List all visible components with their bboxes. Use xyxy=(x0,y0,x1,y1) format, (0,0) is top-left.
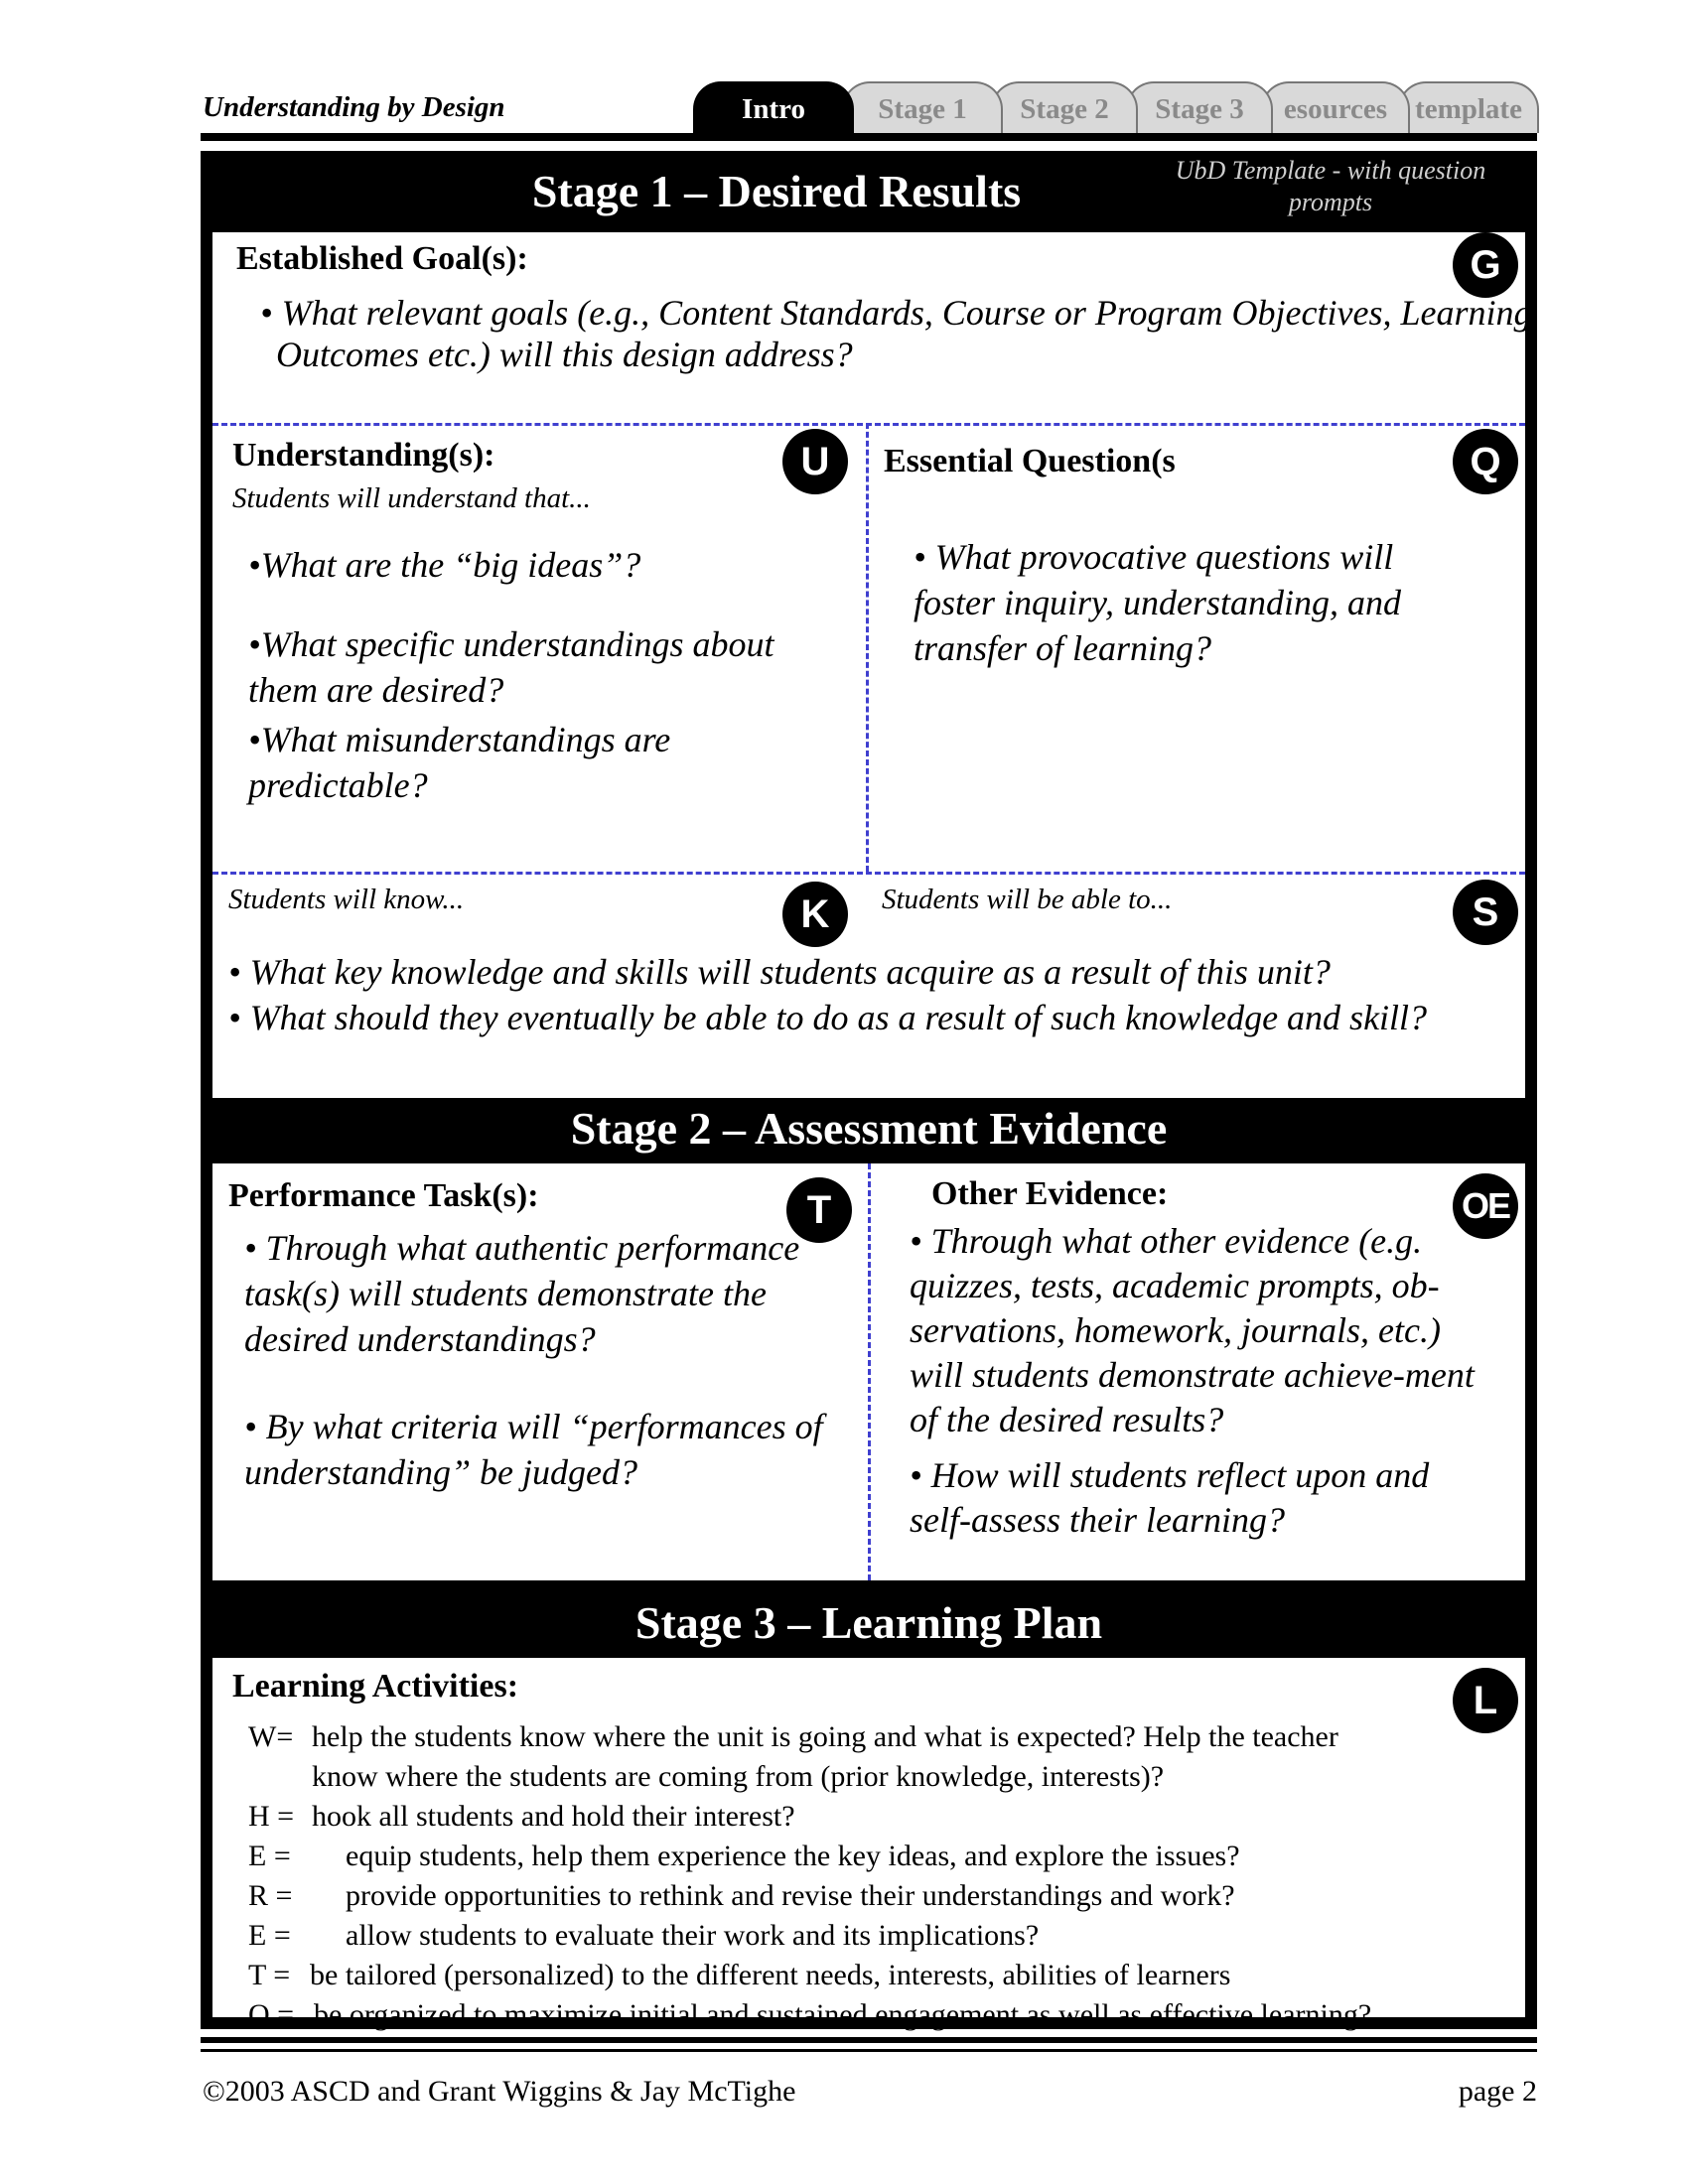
ks-bullet-2: • What should they eventually be able to do as a result of such knowledge and skill? xyxy=(228,998,1428,1037)
list-item xyxy=(248,1757,1499,1797)
list-item xyxy=(248,1876,1499,1916)
divider-goals xyxy=(212,423,1525,426)
whereto-text: be organized to maximize initial and sustained engagement as well as effective learning? xyxy=(314,1998,1372,2031)
whereto-text: know where the students are coming from (prior knowledge, interests)? xyxy=(312,1760,1165,1793)
list-item xyxy=(248,1837,1499,1876)
whereto-letter: R = xyxy=(248,1879,293,1912)
other-evidence-bullet-2: • How will students reflect upon and self-assess their learning? xyxy=(910,1455,1430,1540)
goals-badge: G xyxy=(1453,232,1518,298)
understandings-badge: U xyxy=(782,429,848,494)
stage-3-title: Stage 3 – Learning Plan xyxy=(634,1597,1103,1648)
stage-1-title: Stage 1 – Desired Results xyxy=(531,166,1022,216)
whereto-letter: H = xyxy=(248,1800,295,1833)
learning-activities-heading: Learning Activities: xyxy=(232,1668,519,1705)
tab-bar xyxy=(693,81,1539,133)
whereto-text: hook all students and hold their interest? xyxy=(312,1800,795,1833)
knowledge-intro: Students will know... xyxy=(228,884,465,915)
header-divider xyxy=(201,133,1537,141)
tab-stage-1[interactable]: Stage 1 xyxy=(842,81,1003,133)
understandings-bullet-2: •What specific understandings about them are desired? xyxy=(248,624,774,710)
performance-heading: Performance Task(s): xyxy=(228,1177,539,1214)
understandings-bullet-1: •What are the “big ideas”? xyxy=(248,545,641,585)
page-number: page 2 xyxy=(1458,2075,1537,2108)
whereto-letter: O = xyxy=(248,1998,295,2031)
other-evidence-heading: Other Evidence: xyxy=(931,1175,1169,1212)
whereto-text: help the students know where the unit is going and what is expected? Help the teacher xyxy=(312,1720,1338,1753)
tab-stage-3[interactable]: Stage 3 xyxy=(1126,81,1273,133)
whereto-text: allow students to evaluate their work and its implications? xyxy=(346,1919,1040,1952)
stage-1-panel xyxy=(212,232,1532,1098)
goals-prompt-line2: Outcomes etc.) will this design address? xyxy=(276,335,853,374)
questions-bullet: • What provocative questions will foster inquiry, understanding, and transfer of learning? xyxy=(914,537,1402,668)
list-item xyxy=(248,1717,1499,1757)
goals-prompt-line1: • What relevant goals (e.g., Content Standards, Course or Program Objectives, Learning xyxy=(260,293,1532,333)
footer-divider-thin xyxy=(201,2049,1537,2052)
divider-u-q xyxy=(866,423,869,872)
divider-ks xyxy=(212,872,1525,875)
questions-heading: Essential Question(s xyxy=(884,443,1176,479)
whereto-letter: T = xyxy=(248,1959,291,1991)
learning-badge: L xyxy=(1453,1668,1518,1733)
divider-t-oe xyxy=(868,1163,871,1580)
list-item xyxy=(248,1956,1499,1995)
tab-resources[interactable]: esources xyxy=(1261,81,1410,133)
copyright-text: ©2003 ASCD and Grant Wiggins & Jay McTighe xyxy=(203,2075,796,2108)
whereto-text: equip students, help them experience the key ideas, and explore the issues? xyxy=(346,1840,1240,1872)
goals-heading: Established Goal(s): xyxy=(236,240,528,277)
list-item xyxy=(248,1916,1499,1956)
understandings-bullet-3: •What misunderstandings are predictable? xyxy=(248,720,671,805)
stage-2-title: Stage 2 – Assessment Evidence xyxy=(570,1103,1168,1154)
whereto-list xyxy=(248,1717,1499,2035)
template-subtitle: UbD Template - with question prompts xyxy=(1175,156,1486,216)
list-item xyxy=(248,1797,1499,1837)
other-evidence-badge: OE xyxy=(1453,1173,1518,1239)
tab-intro[interactable]: Intro xyxy=(693,81,854,133)
understandings-intro: Students will understand that... xyxy=(232,482,591,514)
skills-badge: S xyxy=(1453,880,1518,945)
knowledge-badge: K xyxy=(782,882,848,947)
whereto-text: provide opportunities to rethink and revise their understandings and work? xyxy=(346,1879,1235,1912)
understandings-heading: Understanding(s): xyxy=(232,437,495,474)
whereto-letter: E = xyxy=(248,1840,291,1872)
skills-intro: Students will be able to... xyxy=(882,884,1173,915)
whereto-text: be tailored (personalized) to the different needs, interests, abilities of learners xyxy=(310,1959,1231,1991)
stage-2-panel xyxy=(212,1163,1525,1580)
list-item xyxy=(248,1995,1499,2035)
tab-stage-2[interactable]: Stage 2 xyxy=(991,81,1138,133)
whereto-letter: E = xyxy=(248,1919,291,1952)
ks-bullet-1: • What key knowledge and skills will students acquire as a result of this unit? xyxy=(228,952,1331,992)
performance-bullet-1: • Through what authentic performance task(s) will students demonstrate the desired understandings? xyxy=(244,1228,800,1359)
other-evidence-bullet-1: • Through what other evidence (e.g. quizzes, tests, academic prompts, ob-servations, homework, journals, etc.) will students demonstrate achieve-ment of the desired results? xyxy=(910,1221,1475,1439)
tab-template[interactable]: template xyxy=(1398,81,1539,133)
whereto-letter: W= xyxy=(248,1720,294,1753)
document-title: Understanding by Design xyxy=(203,91,505,123)
questions-badge: Q xyxy=(1453,429,1518,494)
performance-bullet-2: • By what criteria will “performances of understanding” be judged? xyxy=(244,1407,823,1492)
footer-divider-thick xyxy=(201,2037,1537,2043)
performance-badge: T xyxy=(786,1177,852,1243)
